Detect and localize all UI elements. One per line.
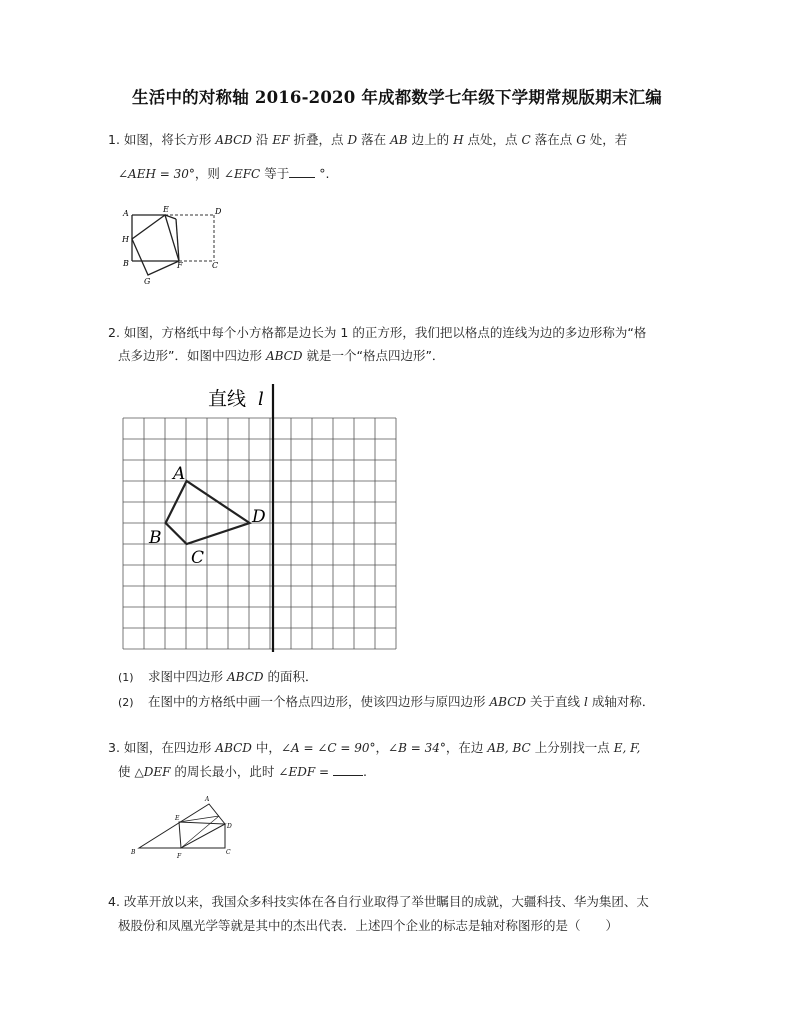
label-d: D xyxy=(227,823,232,830)
label-b: B xyxy=(149,528,162,548)
question-4-line-1: 4. 改革开放以来，我国众多科技实体在各自行业取得了举世瞩目的成就，大疆科技、华为集团、太 xyxy=(108,894,649,909)
label-e: E xyxy=(175,815,180,822)
line-title: 直线 xyxy=(208,388,247,410)
grid-lines xyxy=(123,418,396,649)
question-1-line-1: 1. 如图，将长方形 ABCD 沿 EF 折叠，点 D 落在 AB 边上的 H 点处，点 C 落在点 G 处，若 xyxy=(108,132,628,147)
label-c: C xyxy=(212,261,219,270)
label-g: G xyxy=(144,277,151,286)
question-2-part-1: (1) 求图中四边形 ABCD 的面积． xyxy=(118,669,318,684)
question-number: 2. xyxy=(108,325,120,340)
label-c: C xyxy=(226,849,231,856)
question-number: 1. xyxy=(108,132,120,147)
question-3-line-2: 使 △DEF 的周长最小，此时 ∠EDF = . xyxy=(118,764,368,779)
answer-blank xyxy=(289,165,315,178)
label-b: B xyxy=(131,849,136,856)
label-d: D xyxy=(252,507,266,527)
label-a: A xyxy=(173,464,186,484)
label-f: F xyxy=(177,853,182,860)
question-1-figure xyxy=(118,203,228,288)
question-number: 4. xyxy=(108,894,120,909)
answer-blank xyxy=(333,763,363,776)
label-a: A xyxy=(205,796,210,803)
page-title: 生活中的对称轴 2016-2020 年成都数学七年级下学期常规版期末汇编 xyxy=(132,88,662,107)
label-e: E xyxy=(163,205,169,214)
question-2-part-2: (2) 在图中的方格纸中画一个格点四边形，使该四边形与原四边形 ABCD 关于直线 l 成轴对称． xyxy=(118,694,655,709)
label-h: H xyxy=(122,235,129,244)
question-1-line-2: ∠AEH = 30°，则 ∠EFC 等于 °. xyxy=(118,166,330,181)
label-b: B xyxy=(123,259,129,268)
question-3-figure xyxy=(125,792,245,862)
label-d: D xyxy=(215,207,222,216)
question-2-grid-figure xyxy=(118,380,408,655)
question-2-line-1: 2. 如图，方格纸中每个小方格都是边长为 1 的正方形，我们把以格点的连线为边的多边形称为“格 xyxy=(108,325,647,340)
question-2-line-2: 点多边形”．如图中四边形 ABCD 就是一个“格点四边形”． xyxy=(118,348,445,363)
line-l-label: l xyxy=(258,389,264,410)
label-a: A xyxy=(123,209,129,218)
label-c: C xyxy=(191,548,205,568)
question-3-line-1: 3. 如图，在四边形 ABCD 中，∠A = ∠C = 90°，∠B = 34°，在边 AB, BC 上分别找一点 E, F, xyxy=(108,740,641,755)
question-4-line-2: 极股份和凤凰光学等就是其中的杰出代表．上述四个企业的标志是轴对称图形的是（ ） xyxy=(118,918,619,933)
label-f: F xyxy=(177,261,183,270)
question-number: 3. xyxy=(108,740,120,755)
